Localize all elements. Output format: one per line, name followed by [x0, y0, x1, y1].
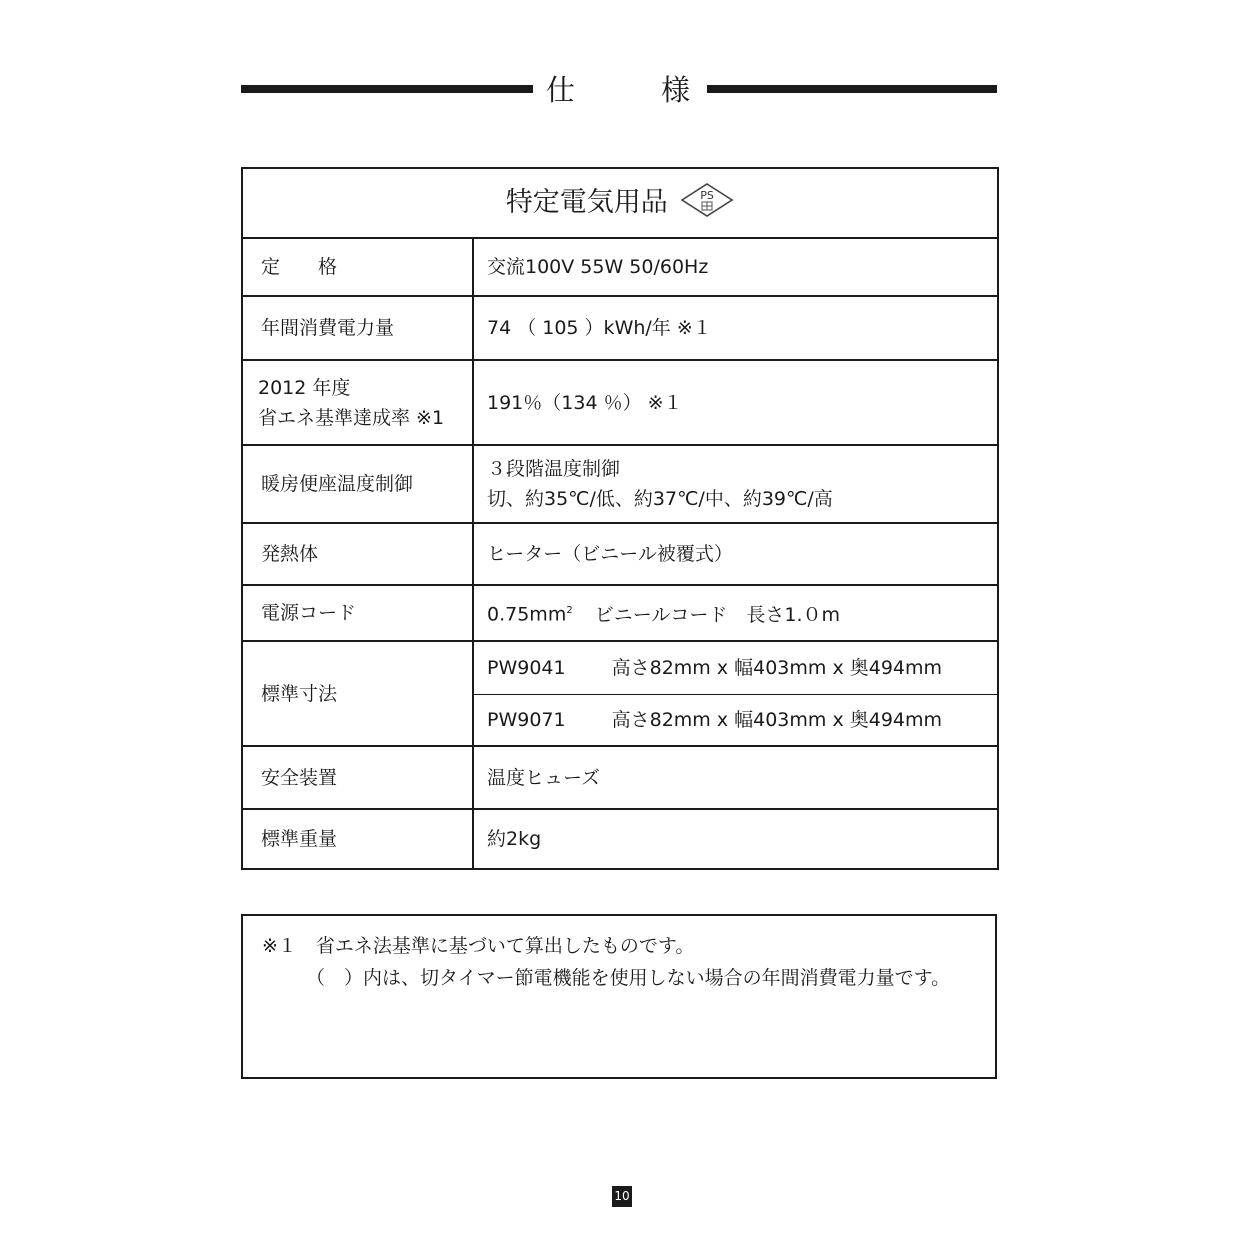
table-row — [242, 296, 998, 360]
row-value: 温度ヒューズ — [473, 746, 998, 809]
model-dimensions: 高さ82mm x 幅403mm x 奥494mm — [611, 656, 943, 679]
table-row — [242, 809, 998, 869]
table-row — [242, 238, 998, 296]
heading-rule-right — [707, 85, 997, 93]
spec-table — [241, 167, 999, 870]
row-label — [242, 360, 473, 445]
cord-description: ビニールコード 長さ1.０m — [594, 603, 841, 626]
row-label: 発熱体 — [242, 523, 473, 585]
cord-size: 0.75mm — [487, 603, 567, 626]
footnote-box — [241, 914, 997, 1079]
row-label: 安全装置 — [242, 746, 473, 809]
table-header — [242, 168, 998, 238]
model-number: PW9041 — [487, 656, 566, 679]
cord-size-superscript: 2 — [566, 605, 573, 617]
table-row — [242, 746, 998, 809]
ps-mark-icon — [680, 182, 734, 225]
row-value: 74 （ 105 ）kWh/年 ※１ — [473, 296, 998, 360]
table-row — [242, 585, 998, 641]
row-value — [473, 585, 998, 641]
row-value-line: ３段階温度制御 — [487, 458, 621, 480]
footnote-line: ※１ 省エネ法基準に基づいて算出したものです。 — [262, 935, 695, 957]
table-row — [242, 360, 998, 445]
row-label: 標準寸法 — [242, 641, 473, 746]
heading-char-2: 様 — [661, 73, 691, 107]
table-row — [242, 641, 998, 694]
table-row — [242, 445, 998, 523]
table-header-row — [242, 168, 998, 238]
heading-char-1: 仕 — [546, 73, 576, 107]
section-heading — [241, 72, 997, 112]
row-label: 暖房便座温度制御 — [242, 445, 473, 523]
row-value — [473, 694, 998, 746]
row-value: 約2kg — [473, 809, 998, 869]
table-row — [242, 523, 998, 585]
row-label: 年間消費電力量 — [242, 296, 473, 360]
ps-mark-text: PS — [700, 188, 715, 202]
row-value — [473, 641, 998, 694]
heading-rule-left — [241, 85, 533, 93]
row-label: 電源コード — [242, 585, 473, 641]
model-number: PW9071 — [487, 708, 566, 731]
model-dimensions: 高さ82mm x 幅403mm x 奥494mm — [611, 708, 943, 731]
row-label-line: 省エネ基準達成率 ※1 — [258, 406, 445, 429]
row-label-line: 2012 年度 — [258, 376, 351, 399]
footnote-line: （ ）内は、切タイマー節電機能を使用しない場合の年間消費電力量です。 — [306, 967, 951, 989]
row-label: 定 格 — [242, 238, 473, 296]
row-value: 交流100V 55W 50/60Hz — [473, 238, 998, 296]
row-label: 標準重量 — [242, 809, 473, 869]
table-header-title: 特定電気用品 — [505, 186, 668, 218]
row-value: ヒーター（ビニール被覆式） — [473, 523, 998, 585]
row-value: 191％（134 ％） ※１ — [473, 360, 998, 445]
row-value-line: 切、約35℃/低、約37℃/中、約39℃/高 — [487, 488, 833, 510]
row-value — [473, 445, 998, 523]
page-number: 10 — [612, 1186, 632, 1207]
